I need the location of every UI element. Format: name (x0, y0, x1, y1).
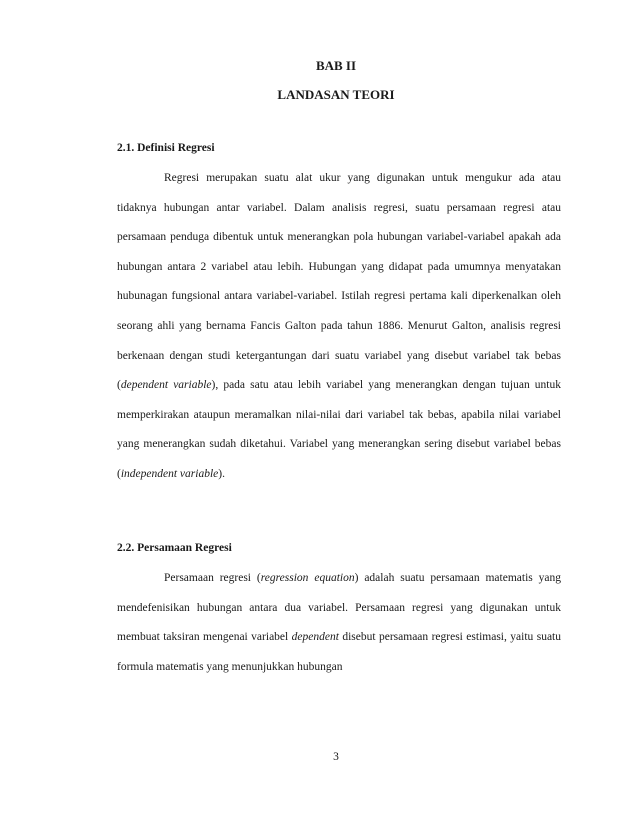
section-heading-definisi: 2.1. Definisi Regresi (117, 142, 215, 154)
page-number: 3 (333, 751, 339, 763)
section-heading-persamaan: 2.2. Persamaan Regresi (117, 542, 232, 554)
section-paragraph-definisi: Regresi merupakan suatu alat ukur yang digunakan untuk mengukur ada atau tidaknya hubungan antar variabel. Dalam analisis regresi, suatu persamaan regresi atau persamaan penduga dibentuk untuk menerangkan pola hubungan variabel-variabel apakah ada hubungan antara 2 variabel atau lebih. Hubungan yang didapat pada umumnya menyatakan hubunagan fungsional antara variabel-variabel. Istilah regresi pertama kali diperkenalkan oleh seorang ahli yang bernama Fancis Galton pada tahun 1886. Menurut Galton, analisis regresi berkenaan dengan studi ketergantungan dari suatu variabel yang disebut variabel tak bebas (dependent variable), pada satu atau lebih variabel yang menerangkan dengan tujuan untuk memperkirakan ataupun meramalkan nilai-nilai dari variabel tak bebas, apabila nilai variabel yang menerangkan sudah diketahui. Variabel yang menerangkan sering disebut variabel bebas (independent variable). (117, 172, 562, 480)
chapter-number: BAB II (315, 58, 357, 73)
section-paragraph-persamaan: Persamaan regresi (regression equation) adalah suatu persamaan matematis yang mendefenisikan hubungan antara dua variabel. Persamaan regresi yang digunakan untuk membuat taksiran mengenai variabel dependent disebut persamaan regresi estimasi, yaitu suatu formula matematis yang menunjukkan hubungan (117, 572, 561, 673)
chapter-title: LANDASAN TEORI (277, 87, 395, 102)
